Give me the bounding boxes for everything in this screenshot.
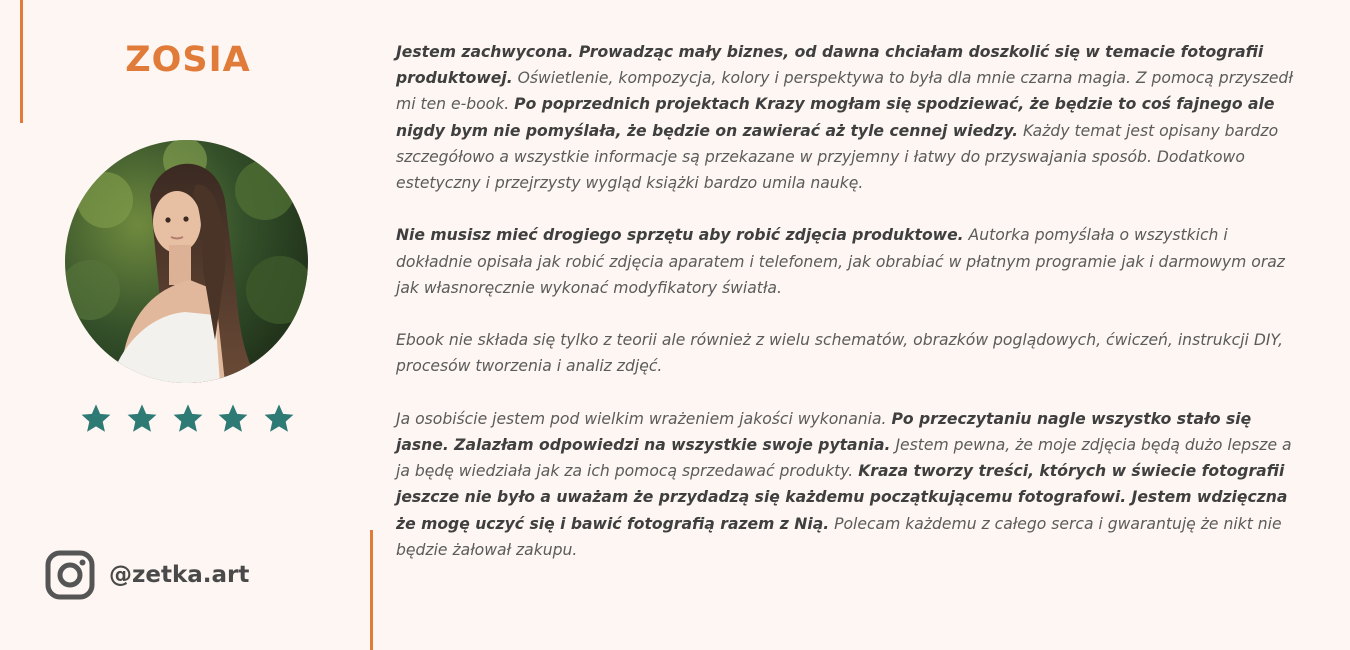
avatar — [65, 140, 308, 383]
accent-divider-top — [20, 0, 23, 123]
review-text-regular: Ja osobiście jestem pod wielkim wrażeniem jakości wykonania. — [396, 409, 892, 428]
review-paragraph — [396, 406, 1301, 563]
review-text — [396, 39, 1301, 563]
social-handle[interactable]: @zetka.art — [109, 562, 250, 588]
star-icon — [80, 402, 112, 434]
accent-divider-bottom — [370, 530, 373, 650]
star-icon — [263, 402, 295, 434]
rating-stars — [80, 402, 295, 434]
review-text-bold: Kraza tworzy treści, których w świecie fotografii jeszcze nie było a uważam że przydadzą się każdemu początkującemu fotografowi. Jestem wdzięczna że mogę uczyć się i bawić fotografią razem z Nią. — [396, 462, 1288, 533]
star-icon — [126, 402, 158, 434]
avatar-photo — [65, 140, 308, 383]
review-text-regular: Ebook nie składa się tylko z teorii ale również z wielu schematów, obrazków poglądowych, ćwiczeń, instrukcji DIY, procesów tworzenia i analiz zdjęć. — [396, 331, 1283, 376]
star-icon — [172, 402, 204, 434]
review-text-bold: Po poprzednich projektach Krazy mogłam się spodziewać, że będzie to coś fajnego ale nigdy bym nie pomyślała, że będzie on zawierać aż tyle cennej wiedzy. — [396, 95, 1275, 140]
review-text-regular: Każdy temat jest opisany bardzo szczegółowo a wszystkie informacje są przekazane w przyjemny i łatwy do przyswajania sposób. Dodatkowo estetyczny i przejrzysty wygląd książki bardzo umila naukę. — [396, 121, 1279, 193]
review-text-regular: Oświetlenie, kompozycja, kolory i perspektywa to była dla mnie czarna magia. Z pomocą przyszedł mi ten e-book. — [396, 69, 1293, 114]
star-icon — [217, 402, 249, 434]
review-text-regular: Autorka pomyślała o wszystkich i dokładnie opisała jak robić zdjęcia aparatem i telefonem, jak obrabiać w płatnym programie jak i darmowym oraz jak własnoręcznie wykonać modyfikatory światła. — [396, 226, 1285, 297]
reviewer-name: ZOSIA — [125, 40, 251, 80]
review-text-regular: Polecam każdemu z całego serca i gwarantuję że nikt nie będzie żałował zakupu. — [396, 514, 1282, 559]
instagram-icon[interactable] — [45, 550, 95, 600]
review-text-bold: Po przeczytaniu nagle wszystko stało się jasne. Zalazłam odpowiedzi na wszystkie swoje pytania. — [396, 409, 1252, 454]
review-paragraph — [396, 222, 1301, 301]
social-link[interactable] — [45, 550, 249, 600]
review-text-bold: Jestem zachwycona. Prowadząc mały biznes, od dawna chciałam doszkolić się w temacie fotografii produktowej. — [396, 43, 1264, 88]
review-paragraph — [396, 39, 1301, 196]
review-paragraph — [396, 327, 1301, 379]
review-text-regular: Jestem pewna, że moje zdjęcia będą dużo lepsze a ja będę wiedziała jak za ich pomocą sprzedawać produkty. — [396, 436, 1292, 481]
review-text-bold: Nie musisz mieć drogiego sprzętu aby robić zdjęcia produktowe. — [396, 226, 964, 245]
